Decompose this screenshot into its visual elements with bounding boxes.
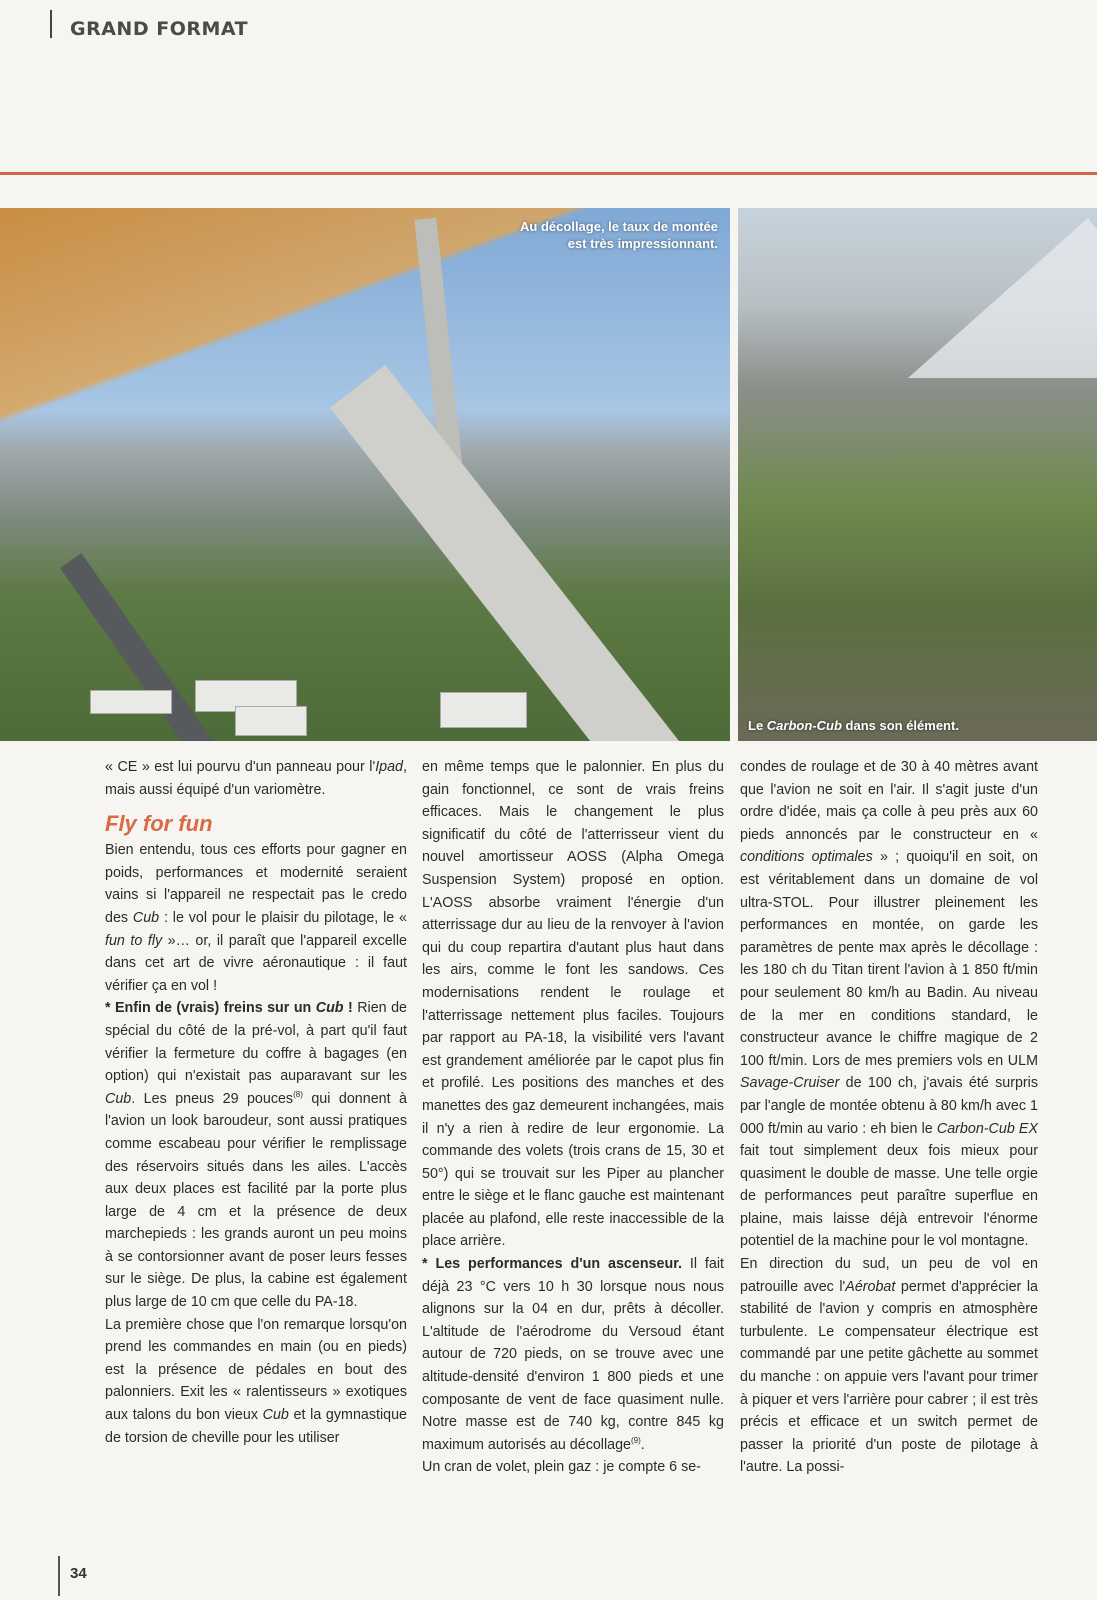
paragraph: * Les performances d'un ascenseur. Il fait déjà 23 °C vers 10 h 30 lorsque nous nous alignons sur la 04 en dur, prêts à décoller. L'altitude de l'aérodrome du Versoud étant autour de 720 pieds, on se trouve avec une altitude-densité d'environ 1 800 pieds et une composante de vent de face quasiment nulle. Notre masse est de 740 kg, contre 845 kg maximum autorisés au décollage$^{(9)}$. bbox=[422, 1256, 724, 1453]
paragraph: en même temps que le palonnier. En plus du gain fonctionnel, ce sont de vrais freins efficaces. Mais le changement le plus significatif du côté de l'atterrisseur vient du nouvel amortisseur AOSS (Alpha Omega Suspension System) proposé en option. L'AOSS absorbe vraiment l'énergie d'un atterrissage dur au lieu de la renvoyer à l'avion qui du coup repartira d'autant plus haut dans les airs, comme le font les sandows. Ces modernisations rendent le roulage et l'atterrissage nettement plus faciles. Toujours par rapport au PA-18, la visibilité vers l'avant est grandement améliorée par le capot plus fin et profilé. Les positions des manches et des manettes des gaz demeurent inchangées, mais il n'y a rien à redire de leur ergonomie. La commande des volets (trois crans de 15, 30 et 50°) qui se trouvait sur les Piper au plancher entre le siège et le flanc gauche est maintenant placée au plafond, elle reste inaccessible de la place arrière. bbox=[422, 759, 724, 1250]
section-heading: Fly for fun bbox=[105, 811, 213, 837]
mountain-peak bbox=[908, 218, 1097, 378]
hangar bbox=[440, 692, 527, 728]
photo-caption: Au décollage, le taux de montée est très impressionnant. bbox=[520, 219, 718, 251]
text-column-3 bbox=[740, 756, 1038, 1479]
top-rule bbox=[0, 172, 1097, 175]
photo-mountain bbox=[738, 208, 1097, 741]
section-label: GRAND FORMAT bbox=[70, 18, 249, 40]
footer-divider bbox=[58, 1556, 60, 1596]
paragraph: « CE » est lui pourvu d'un panneau pour l'Ipad, mais aussi équipé d'un variomètre. bbox=[105, 759, 407, 798]
hangar bbox=[235, 706, 307, 736]
paragraph: En direction du sud, un peu de vol en patrouille avec l'Aérobat permet d'apprécier la stabilité de l'avion y compris en atmosphère turbulente. Le compensateur électrique est commandé par une petite gâchette au sommet du manche : on appuie vers l'avant pour trimer à piquer et vers l'arrière pour cabrer ; il est très précis et efficace et un switch permet de passer la priorité d'un poste de pilotage à l'autre. La possi- bbox=[740, 1256, 1038, 1476]
paragraph: Bien entendu, tous ces efforts pour gagner en poids, performances et modernité seraient vains si l'appareil ne respectait pas le credo des Cub : le vol pour le plaisir du pilotage, le « fun to fly »… or, il paraît que l'appareil excelle dans cet art de vivre aéronautique : il faut vérifier ça en vol ! bbox=[105, 842, 407, 994]
paragraph: La première chose que l'on remarque lorsqu'on prend les commandes en main (ou en pieds) est la présence de pédales en bout des palonniers. Exit les « ralentisseurs » exotiques aux talons du bon vieux Cub et la gymnastique de torsion de cheville pour les utiliser bbox=[105, 1316, 407, 1446]
text-column-2 bbox=[422, 756, 724, 1479]
paragraph: condes de roulage et de 30 à 40 mètres avant que l'avion ne soit en l'air. Il s'agit juste d'un ordre d'idée, mais ça colle à peu près aux 60 pieds annoncés par le constructeur en « conditions optimales » ; quoiqu'il en soit, on est véritablement dans un domaine de vol ultra-STOL. Pour illustrer pleinement les performances en montée, on garde les paramètres de pente max après le décollage : les 180 ch du Titan tirent l'avion à 1 850 ft/min pour seulement 80 km/h au Badin. Au niveau de la mer en conditions standard, le constructeur avance le chiffre magique de 2 100 ft/min. Lors de mes premiers vols en ULM Savage-Cruiser de 100 ch, j'avais été surpris par l'angle de montée obtenu à 80 km/h avec 1 000 ft/min au vario : eh bien le Carbon-Cub EX fait tout simplement deux fois mieux pour quasiment le double de masse. Une telle orgie de performances peut paraître superflue en plaine, mais laisse déjà entrevoir l'énorme potentiel de la machine pour le vol montagne. bbox=[740, 759, 1038, 1250]
photo-takeoff bbox=[0, 208, 730, 741]
header-divider bbox=[50, 10, 52, 38]
paragraph: * Enfin de (vrais) freins sur un Cub ! Rien de spécial du côté de la pré-vol, à part qu'il faut vérifier la fermeture du coffre à bagages (en option) qui n'existait pas auparavant sur les Cub. Les pneus 29 pouces$^{(8)}$ qui donnent à l'avion un look baroudeur, sont aussi pratiques comme escabeau pour vérifier le remplissage des réservoirs situés dans les ailes. L'accès aux deux places est facilité par la porte plus large de 4 cm et la présence de deux marchepieds : les grands auront un peu moins à se contorsionner avant de poser leurs fesses sur le siège. De plus, la cabine est également plus large de 10 cm que celle du PA-18. bbox=[105, 1000, 407, 1311]
text-column-1 bbox=[105, 756, 407, 1449]
page-number: 34 bbox=[70, 1565, 87, 1582]
wing-strut bbox=[330, 365, 730, 741]
paragraph: Un cran de volet, plein gaz : je compte 6 se- bbox=[422, 1459, 701, 1476]
photo-caption: Le Carbon-Cub dans son élément. bbox=[748, 718, 959, 733]
hangar bbox=[90, 690, 172, 714]
